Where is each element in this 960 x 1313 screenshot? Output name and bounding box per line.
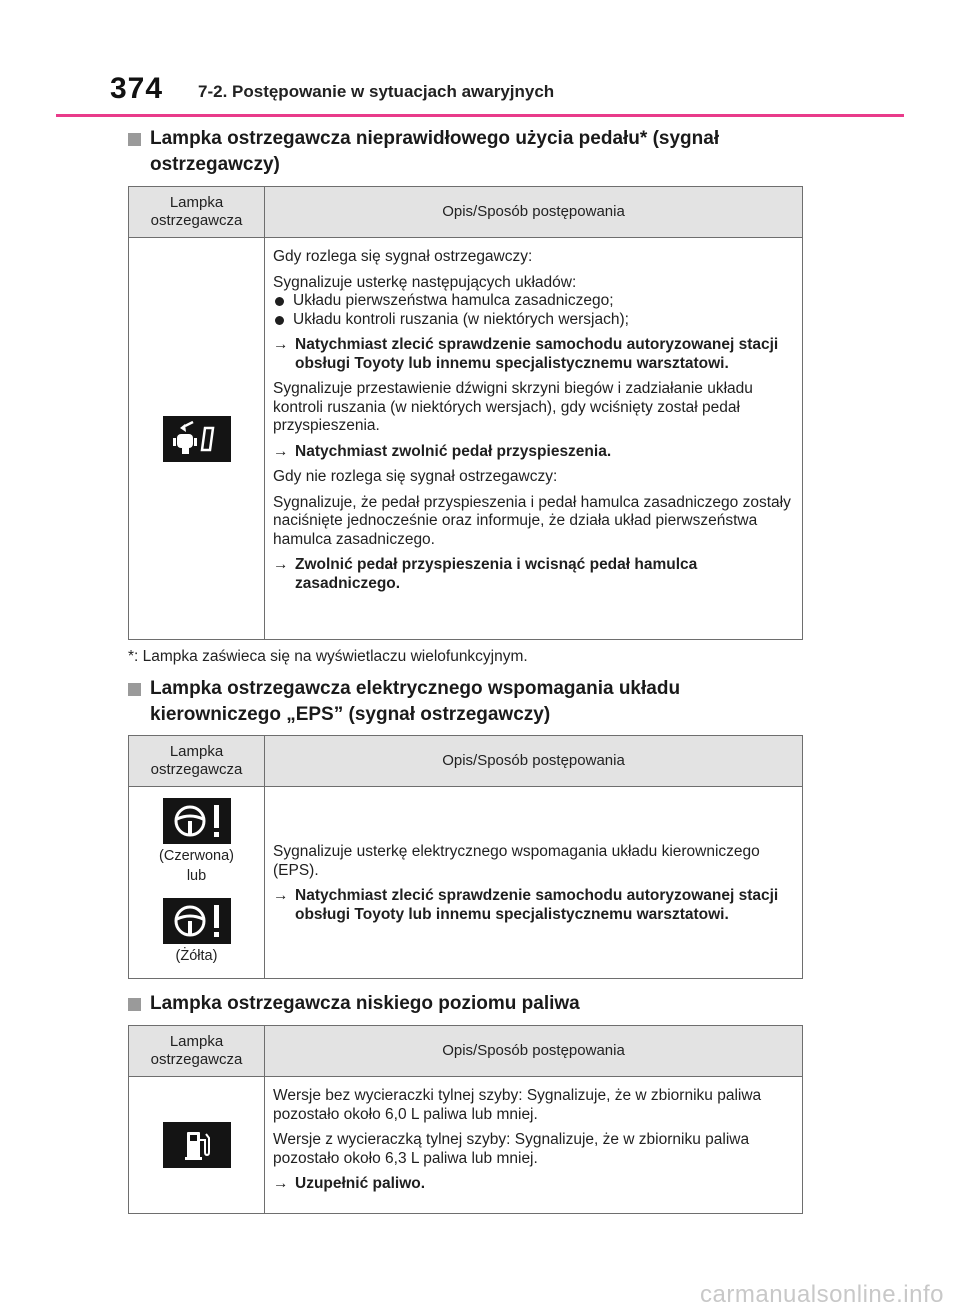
description-cell	[265, 787, 803, 979]
page-header	[0, 0, 960, 118]
chapter-title: 7-2. Postępowanie w sytuacjach awaryjnych	[198, 82, 555, 101]
desc-text: Sygnalizuje usterkę elektrycznego wspomagania układu kierowniczego (EPS).	[273, 843, 760, 879]
table-row	[129, 1077, 803, 1214]
table-row	[129, 787, 803, 979]
arrow-icon: →	[273, 1175, 289, 1192]
col-header-lamp: Lampka ostrzegawcza	[129, 736, 265, 787]
arrow-icon: →	[273, 887, 289, 904]
action-item: → Natychmiast zwolnić pedał przyspieszenia.	[273, 442, 612, 460]
desc-text: Sygnalizuje usterkę następujących układów:	[273, 273, 577, 291]
icon-caption-red: (Czerwona)	[159, 847, 234, 864]
col-header-description: Opis/Sposób postępowania	[265, 736, 803, 787]
col-header-lamp: Lampka ostrzegawcza	[129, 1026, 265, 1077]
pedal-misapplication-warning-icon	[163, 416, 231, 462]
steering-wheel-exclamation-icon	[163, 898, 231, 944]
action-item: → Uzupełnić paliwo.	[273, 1175, 426, 1192]
arrow-icon: →	[273, 556, 289, 573]
desc-text: Gdy rozlega się sygnał ostrzegawczy:	[273, 248, 533, 265]
col-header-description: Opis/Sposób postępowania	[265, 187, 803, 238]
section-bullet-square	[128, 998, 141, 1011]
pedal-warning-table	[128, 186, 803, 640]
arrow-icon: →	[273, 442, 289, 460]
fuel-warning-table	[128, 1025, 803, 1214]
arrow-icon: →	[273, 336, 289, 353]
desc-text: Wersje bez wycieraczki tylnej szyby: Sygnalizuje, że w zbiorniku paliwa pozostało około 6,0 L paliwa lub mniej.	[273, 1087, 762, 1123]
icon-cell	[129, 1077, 265, 1214]
desc-text: Gdy nie rozlega się sygnał ostrzegawczy:	[273, 468, 558, 485]
table-header-row	[129, 736, 803, 787]
action-item: → Natychmiast zlecić sprawdzenie samochodu autoryzowanej stacji obsługi Toyoty lub innemu specjalistycznemu warsztatowi.	[273, 336, 779, 372]
desc-text: Wersje z wycieraczką tylnej szyby: Sygnalizuje, że w zbiorniku paliwa pozostało około 6,3 L paliwa lub mniej.	[273, 1131, 750, 1167]
desc-text: Sygnalizuje, że pedał przyspieszenia i pedał hamulca zasadniczego zostały naciśnięte jednocześnie oraz informuje, że działa układ pierwszeństwa hamulca zasadniczego.	[273, 493, 791, 548]
desc-text: Sygnalizuje przestawienie dźwigni skrzyni biegów i zadziałanie układu kontroli ruszania (w niektórych wersjach), gdy wciśnięty został pedał przyspieszenia.	[273, 380, 753, 434]
eps-warning-table	[128, 735, 803, 979]
icon-caption-yellow: (Żółta)	[175, 947, 218, 964]
table-row	[129, 238, 803, 640]
table-header-row	[129, 1026, 803, 1077]
section-title-eps-warning: Lampka ostrzegawcza elektrycznego wspomagania układu kierowniczego „EPS” (sygnał ostrzegawczy)	[128, 676, 808, 728]
section-title-pedal-warning: Lampka ostrzegawcza nieprawidłowego użycia pedału* (sygnał ostrzegawczy)	[128, 126, 808, 178]
description-cell	[265, 238, 803, 640]
section-bullet-square	[128, 133, 141, 146]
action-item: → Zwolnić pedał przyspieszenia i wcisnąć pedał hamulca zasadniczego.	[273, 556, 698, 592]
icon-cell	[129, 787, 265, 979]
action-item: → Natychmiast zlecić sprawdzenie samochodu autoryzowanej stacji obsługi Toyoty lub innemu specjalistycznemu warsztatowi.	[273, 887, 779, 923]
table-header-row	[129, 187, 803, 238]
header-divider	[56, 114, 904, 117]
watermark: carmanualsonline.info	[700, 1281, 944, 1308]
description-cell	[265, 1077, 803, 1214]
col-header-lamp: Lampka ostrzegawcza	[129, 187, 265, 238]
bullet-item: Układu kontroli ruszania (w niektórych wersjach);	[273, 311, 794, 330]
section-bullet-square	[128, 683, 141, 696]
footnote: *: Lampka zaświeca się na wyświetlaczu wielofunkcyjnym.	[128, 648, 528, 665]
bullet-item: Układu pierwszeństwa hamulca zasadniczego;	[273, 292, 794, 311]
fuel-pump-icon	[163, 1122, 231, 1168]
icon-caption-or: lub	[186, 867, 207, 884]
steering-wheel-exclamation-icon	[163, 798, 231, 844]
col-header-description: Opis/Sposób postępowania	[265, 1026, 803, 1077]
section-title-fuel-warning: Lampka ostrzegawcza niskiego poziomu paliwa	[128, 991, 808, 1017]
icon-cell	[129, 238, 265, 640]
page-number: 374	[110, 72, 164, 105]
